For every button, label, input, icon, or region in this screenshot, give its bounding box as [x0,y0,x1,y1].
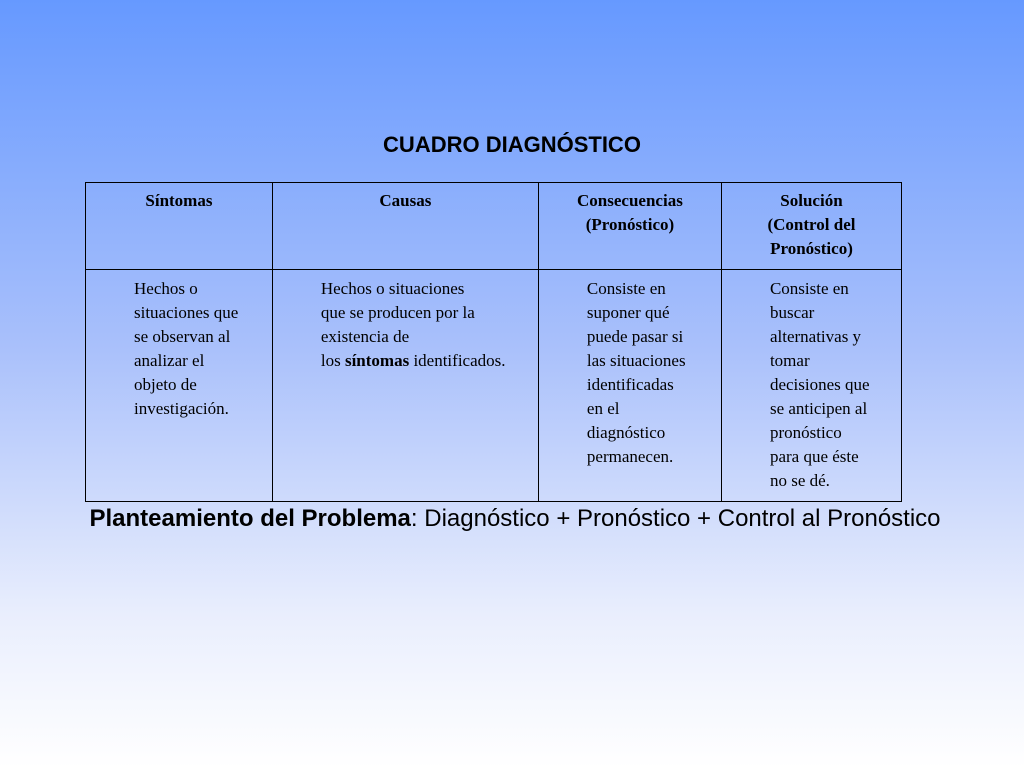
table-header-row [86,183,902,270]
cell-sintomas-text: Hechos o situaciones que se observan al analizar el objeto de investigación. [134,279,239,418]
cell-causas-text [279,277,532,373]
cell-causas-text-before: Hechos o situaciones que se producen por la existencia de los [320,279,475,370]
problem-statement [70,503,960,534]
header-solucion: Solución (Control del Pronóstico) [721,183,901,270]
table-row [86,270,902,502]
cell-sintomas [86,270,273,502]
cell-consecuencias-text: Consiste en suponer qué puede pasar si las situaciones identificadas en el diagnóstico permanecen. [586,279,686,466]
diagnostic-table [85,182,902,502]
slide-title: CUADRO DIAGNÓSTICO [383,132,641,157]
header-consecuencias: Consecuencias (Pronóstico) [538,183,721,270]
problem-statement-formula: : Diagnóstico + Pronóstico + Control al Pronóstico [410,505,941,532]
cell-causas-text-after: identificados. [409,351,506,370]
cell-causas-bold-word: síntomas [344,351,410,370]
header-sintomas: Síntomas [86,183,273,270]
problem-statement-label: Planteamiento del Problema [89,505,411,532]
header-causas: Causas [272,183,538,270]
cell-solucion-text: Consiste en buscar alternativas y tomar decisiones que se anticipen al pronóstico para que éste no se dé. [769,279,870,490]
cell-causas [272,270,538,502]
cell-consecuencias [538,270,721,502]
cell-solucion [721,270,901,502]
